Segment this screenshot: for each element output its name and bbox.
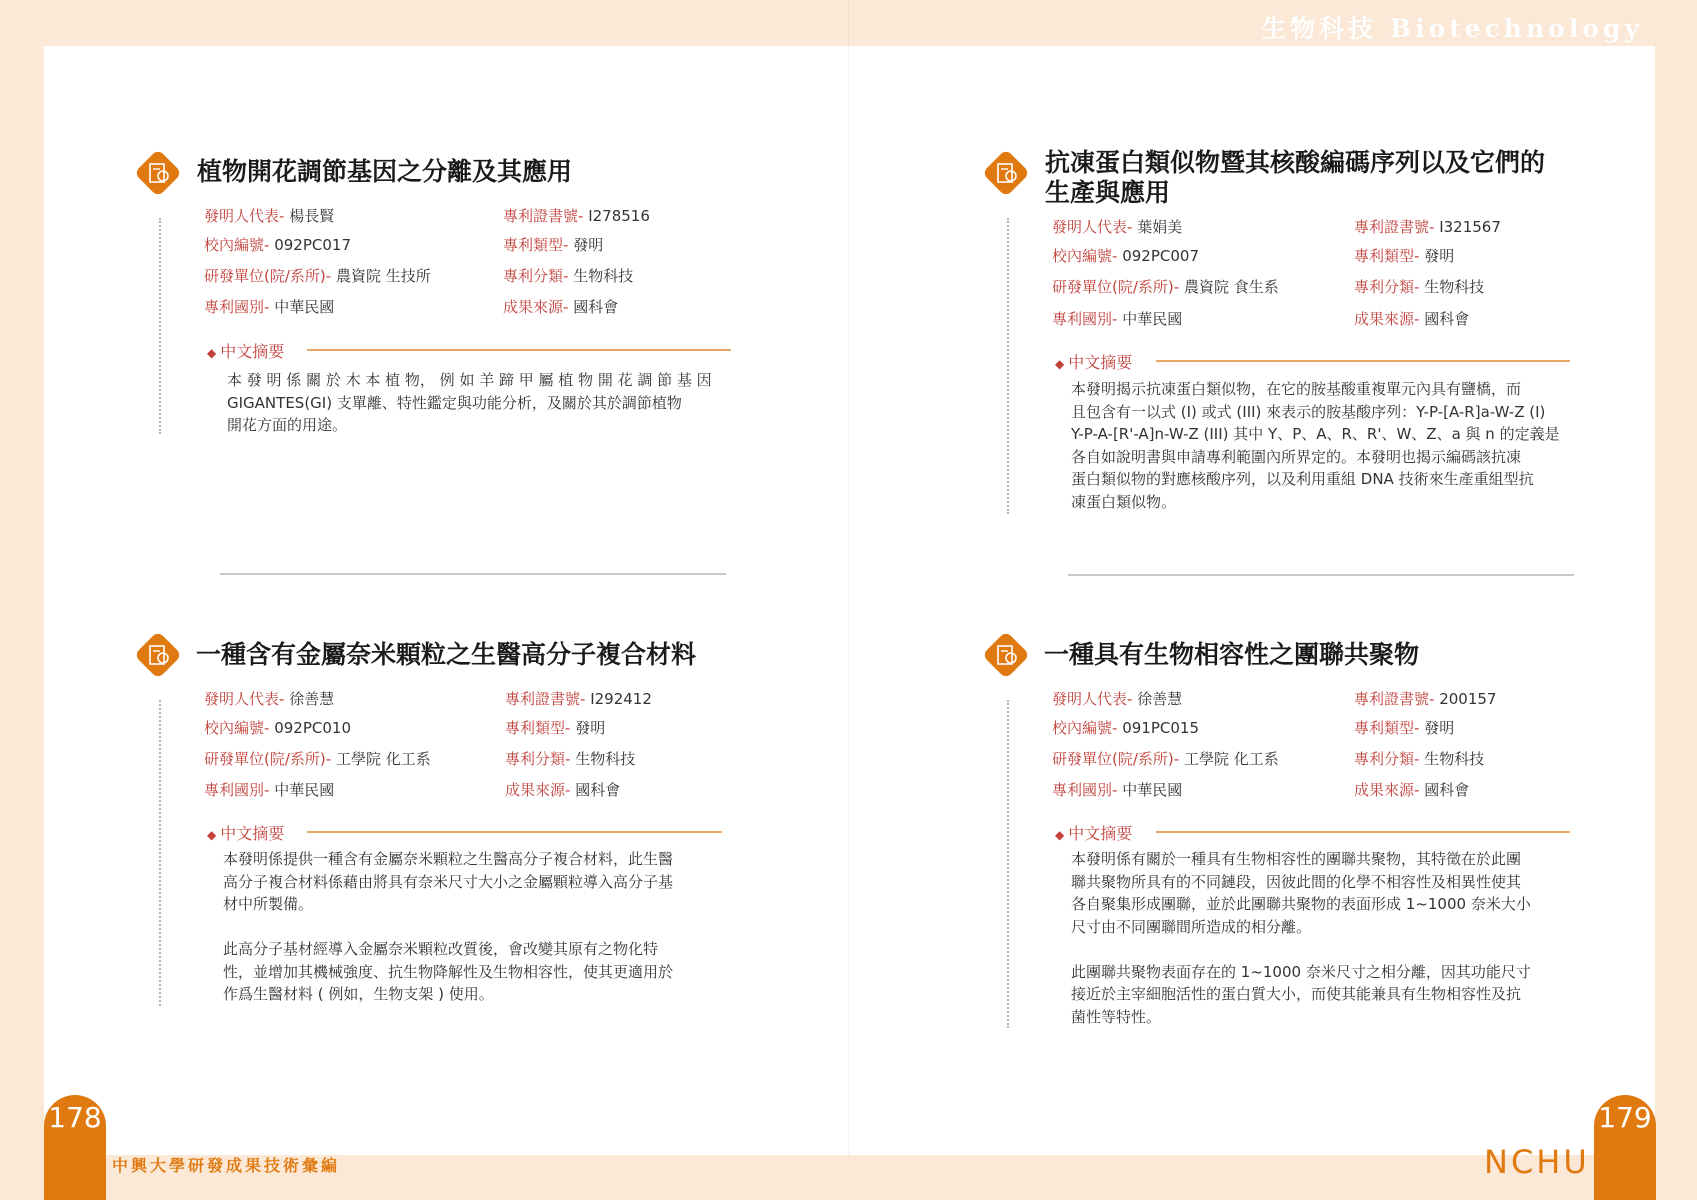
patent-title: 一種具有生物相容性之團聯共聚物 <box>1044 640 1420 669</box>
field-value: 200157 <box>1439 690 1497 708</box>
field-label: 專利證書號- <box>1354 218 1435 236</box>
field-label: 專利分類- <box>1354 750 1420 768</box>
cert-field <box>503 205 650 226</box>
page-number-left: 178 <box>44 1095 106 1200</box>
field-label: 成果來源- <box>1354 310 1420 328</box>
field-label: 專利類型- <box>1354 719 1420 737</box>
field-label: 校內編號- <box>204 236 270 254</box>
field-label: 發明人代表- <box>204 690 285 708</box>
abstract-rule <box>307 831 722 833</box>
field-label: 校內編號- <box>1052 247 1118 265</box>
field-label: 研發單位(院/系所)- <box>1052 750 1180 768</box>
field-value: 國科會 <box>1424 310 1470 328</box>
source-field <box>505 779 620 800</box>
field-value: I278516 <box>588 207 650 225</box>
dotted-rule <box>159 700 161 1006</box>
cert-field <box>1354 688 1496 709</box>
type-field <box>503 234 603 255</box>
unit-field <box>1052 748 1279 769</box>
code-field <box>1052 717 1199 738</box>
field-value: 發明 <box>575 719 606 737</box>
separator-left <box>220 573 726 575</box>
field-label: 成果來源- <box>1354 781 1420 799</box>
field-value: 生物科技 <box>1424 278 1485 296</box>
unit-field <box>204 748 431 769</box>
source-field <box>1354 779 1469 800</box>
inventor-field <box>1052 216 1182 237</box>
field-label: 專利分類- <box>503 267 569 285</box>
field-label: 發明人代表- <box>204 207 285 225</box>
country-field <box>204 296 334 317</box>
field-value: 中華民國 <box>274 298 335 316</box>
field-value: 農資院 食生系 <box>1183 278 1279 296</box>
field-value: 發明 <box>573 236 604 254</box>
field-value: 徐善慧 <box>1137 690 1183 708</box>
country-field <box>1052 308 1182 329</box>
abstract-rule <box>1156 831 1570 833</box>
country-field <box>1052 779 1182 800</box>
abstract-label: 中文摘要 <box>1068 824 1133 843</box>
field-value: 中華民國 <box>274 781 335 799</box>
diamond-bullet-icon: ◆ <box>1055 828 1065 842</box>
abstract-heading <box>1055 821 1132 844</box>
abstract-rule <box>307 349 731 351</box>
source-field <box>503 296 618 317</box>
inventor-field <box>1052 688 1182 709</box>
lab-flask-icon <box>981 630 1031 680</box>
field-value: 中華民國 <box>1122 781 1183 799</box>
field-label: 專利國別- <box>1052 781 1118 799</box>
footer-logo-text: NCHU <box>1484 1143 1590 1181</box>
field-label: 成果來源- <box>503 298 569 316</box>
field-value: 葉娟美 <box>1137 218 1183 236</box>
cert-field <box>1354 216 1501 237</box>
abstract-text: 本發明係提供一種含有金屬奈米顆粒之生醫高分子複合材料，此生醫 高分子複合材料係藉由將具有奈米尺寸大小之金屬顆粒導入高分子基 材中所製備。 此高分子基材經導入金屬奈米顆粒改質後，會改變其原有之物化特 性，並增加其機械強度、抗生物降解性及生物相容性，使其更適用於 作爲生醫材料 ( 例如，生物支架 ) 使用。 <box>223 850 674 1003</box>
field-label: 發明人代表- <box>1052 690 1133 708</box>
patent-title: 抗凍蛋白類似物暨其核酸編碼序列以及它們的 生產與應用 <box>1045 148 1546 207</box>
field-label: 校內編號- <box>204 719 270 737</box>
separator-right <box>1068 574 1574 576</box>
field-value: 091PC015 <box>1122 719 1199 737</box>
unit-field <box>204 265 431 286</box>
cert-field <box>505 688 652 709</box>
field-value: 中華民國 <box>1122 310 1183 328</box>
field-value: 國科會 <box>575 781 621 799</box>
diamond-bullet-icon: ◆ <box>207 828 217 842</box>
patent-title: 一種含有金屬奈米顆粒之生醫高分子複合材料 <box>196 640 697 669</box>
page-number-right: 179 <box>1594 1095 1656 1200</box>
field-label: 專利分類- <box>505 750 571 768</box>
field-label: 專利類型- <box>503 236 569 254</box>
field-value: 工學院 化工系 <box>335 750 431 768</box>
field-label: 專利類型- <box>1354 247 1420 265</box>
field-label: 專利類型- <box>505 719 571 737</box>
field-label: 研發單位(院/系所)- <box>204 750 332 768</box>
field-value: I321567 <box>1439 218 1501 236</box>
field-label: 專利分類- <box>1354 278 1420 296</box>
type-field <box>1354 717 1454 738</box>
field-value: 092PC017 <box>274 236 351 254</box>
diamond-bullet-icon: ◆ <box>1055 357 1065 371</box>
lab-flask-icon <box>981 148 1031 198</box>
field-label: 校內編號- <box>1052 719 1118 737</box>
abstract-heading <box>207 339 284 362</box>
category-field <box>505 748 635 769</box>
field-label: 成果來源- <box>505 781 571 799</box>
lab-flask-icon <box>133 630 183 680</box>
type-field <box>1354 245 1454 266</box>
field-value: 徐善慧 <box>289 690 335 708</box>
code-field <box>204 717 351 738</box>
abstract-label: 中文摘要 <box>1068 353 1133 372</box>
field-label: 專利國別- <box>204 781 270 799</box>
abstract-rule <box>1156 360 1570 362</box>
field-label: 專利證書號- <box>505 690 586 708</box>
field-value: 發明 <box>1424 719 1455 737</box>
category-field <box>1354 276 1484 297</box>
lab-flask-icon <box>133 148 183 198</box>
abstract-label: 中文摘要 <box>220 342 285 361</box>
field-label: 專利國別- <box>1052 310 1118 328</box>
field-value: 工學院 化工系 <box>1183 750 1279 768</box>
dotted-rule <box>159 218 161 434</box>
field-value: 092PC010 <box>274 719 351 737</box>
field-value: 生物科技 <box>573 267 634 285</box>
footer-publication-title: 中興大學研發成果技術彙編 <box>112 1156 341 1175</box>
abstract-heading <box>207 821 284 844</box>
diamond-bullet-icon: ◆ <box>207 346 217 360</box>
source-field <box>1354 308 1469 329</box>
field-label: 研發單位(院/系所)- <box>204 267 332 285</box>
field-value: I292412 <box>590 690 652 708</box>
field-value: 生物科技 <box>575 750 636 768</box>
field-value: 生物科技 <box>1424 750 1485 768</box>
category-field <box>503 265 633 286</box>
abstract-text: 本發明揭示抗凍蛋白類似物，在它的胺基酸重複單元內具有鹽橋，而 且包含有一以式 (I) 或式 (III) 來表示的胺基酸序列：Y-P-[A-R]a-W-Z (I) Y-P-A-[R'-A]n-W-Z (III) 其中 Y、P、A、R、R'、W、Z、a 與 n 的定義是 各自如說明書與申請專利範圍內所界定的。本發明也揭示編碼該抗凍 蛋白類似物的對應核酸序列，以及利用重組 DNA 技術來生產重組型抗 凍蛋白類似物。 <box>1071 380 1560 511</box>
field-label: 專利證書號- <box>1354 690 1435 708</box>
patent-title: 植物開花調節基因之分離及其應用 <box>197 157 573 186</box>
category-field <box>1354 748 1484 769</box>
field-value: 國科會 <box>573 298 619 316</box>
inventor-field <box>204 688 334 709</box>
field-label: 專利證書號- <box>503 207 584 225</box>
field-value: 092PC007 <box>1122 247 1199 265</box>
dotted-rule <box>1007 218 1009 514</box>
field-value: 農資院 生技所 <box>335 267 431 285</box>
field-value: 楊長賢 <box>289 207 335 225</box>
code-field <box>204 234 351 255</box>
abstract-heading <box>1055 350 1132 373</box>
field-label: 研發單位(院/系所)- <box>1052 278 1180 296</box>
inventor-field <box>204 205 334 226</box>
book-spine <box>848 0 849 1200</box>
section-header-title: 生物科技 Biotechnology <box>1261 14 1643 43</box>
field-value: 發明 <box>1424 247 1455 265</box>
abstract-text: 本發明係有關於一種具有生物相容性的團聯共聚物，其特徵在於此團 聯共聚物所具有的不同鏈段，因彼此間的化學不相容性及相異性使其 各自聚集形成團聯，並於此團聯共聚物的表面形成 1~1000 奈米大小 尺寸由不同團聯間所造成的相分離。 此團聯共聚物表面存在的 1~1000 奈米尺寸之相分離，因其功能尺寸 接近於主宰細胞活性的蛋白質大小，而使其能兼具有生物相容性及抗 菌性等特性。 <box>1071 850 1531 1026</box>
unit-field <box>1052 276 1279 297</box>
type-field <box>505 717 605 738</box>
field-value: 國科會 <box>1424 781 1470 799</box>
abstract-text: 本 發 明 係 關 於 木 本 植 物， 例 如 羊 蹄 甲 屬 植 物 開 花 調 節 基 因 GIGANTES(GI) 支單離、特性鑑定與功能分析，及關於其於調節植物 開花方面的用途。 <box>227 371 712 434</box>
field-label: 發明人代表- <box>1052 218 1133 236</box>
code-field <box>1052 245 1199 266</box>
abstract-label: 中文摘要 <box>220 824 285 843</box>
dotted-rule <box>1007 700 1009 1028</box>
field-label: 專利國別- <box>204 298 270 316</box>
country-field <box>204 779 334 800</box>
